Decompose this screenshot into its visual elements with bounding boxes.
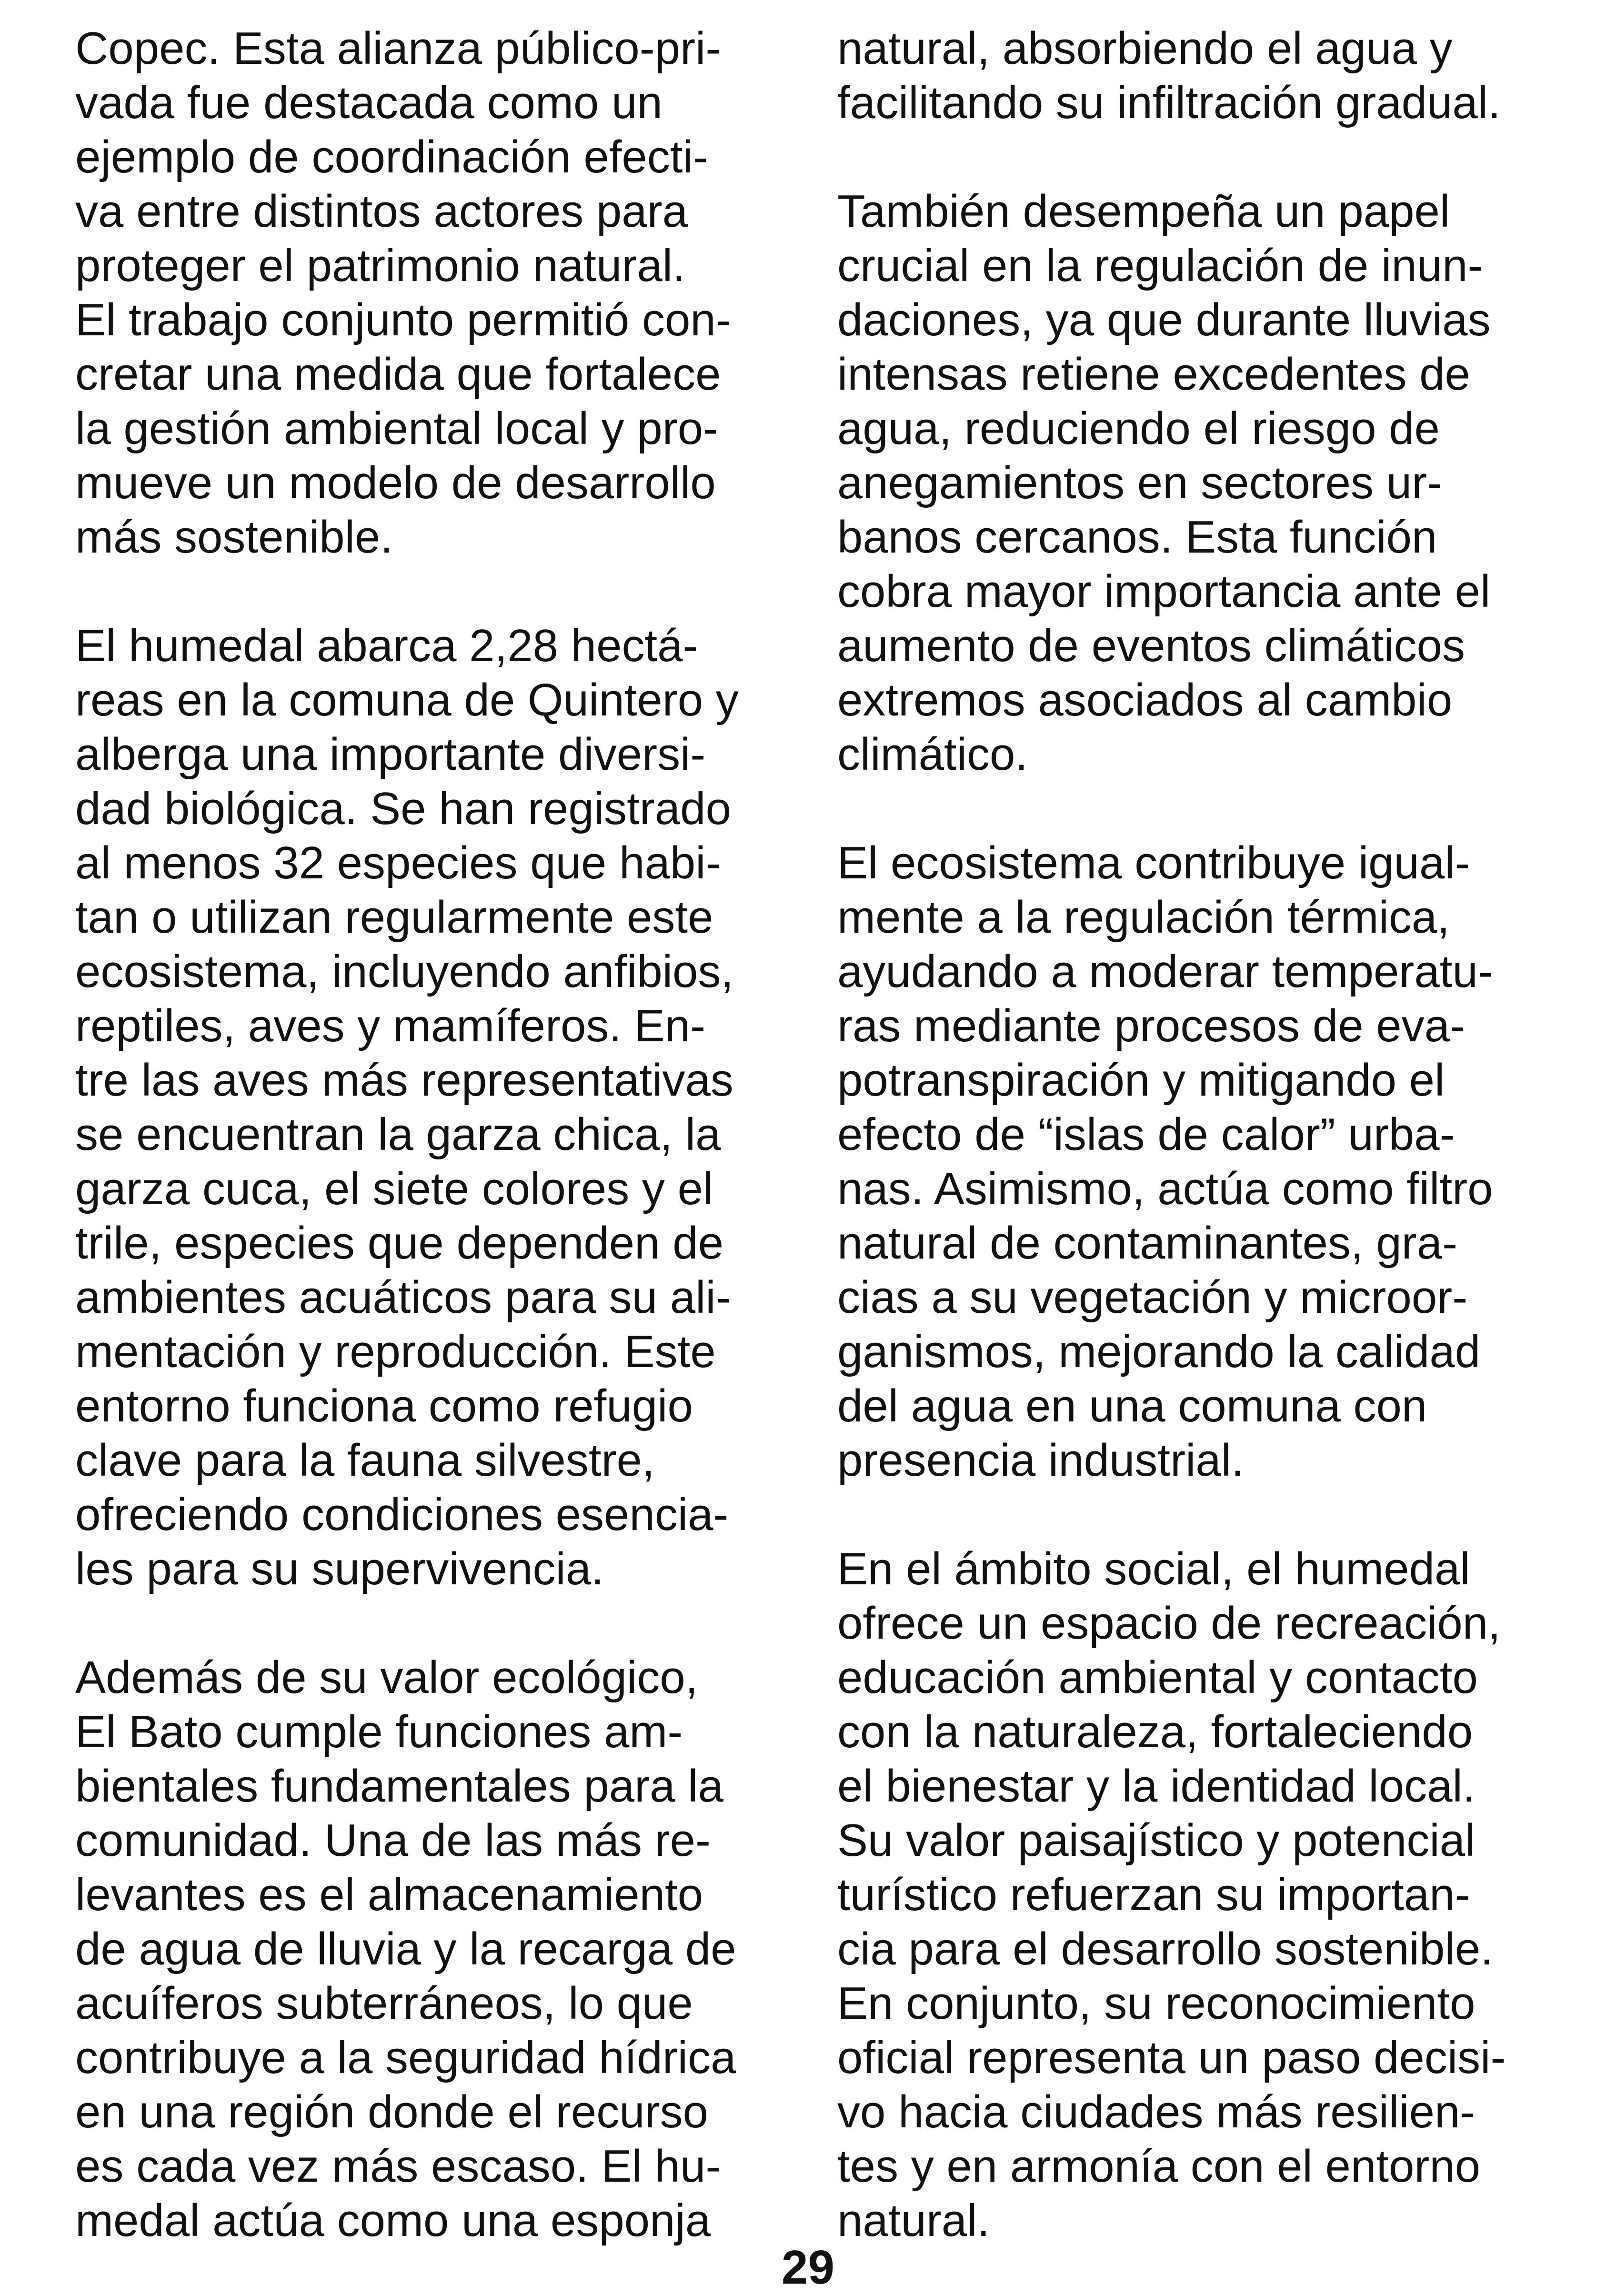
text-line: entorno funciona como refugio [75, 1380, 693, 1431]
text-line: turístico refuerzan su importan- [837, 1869, 1470, 1920]
text-line: potranspiración y mitigando el [837, 1055, 1445, 1106]
text-line: oficial representa un paso decisi- [837, 2032, 1506, 2083]
paragraph [75, 21, 790, 564]
text-line: ambientes acuáticos para su ali- [75, 1272, 731, 1323]
text-line: En el ámbito social, el humedal [837, 1543, 1470, 1594]
text-line: Su valor paisajístico y potencial [837, 1815, 1475, 1866]
paragraph [837, 21, 1552, 130]
text-line: cias a su vegetación y microor- [837, 1272, 1468, 1323]
text-line: cia para el desarrollo sostenible. [837, 1923, 1493, 1974]
text-line: les para su supervivencia. [75, 1543, 604, 1594]
page-number: 29 [781, 2241, 835, 2294]
text-line: alberga una importante diversi- [75, 729, 706, 780]
text-line: natural de contaminantes, gra- [837, 1218, 1458, 1269]
paragraph [75, 619, 790, 1596]
text-line: daciones, ya que durante lluvias [837, 294, 1491, 345]
text-line: anegamientos en sectores ur- [837, 457, 1443, 508]
paragraph-gap [75, 1596, 790, 1651]
text-line: También desempeña un papel [837, 186, 1450, 237]
paragraph-gap [837, 130, 1552, 184]
text-line: comunidad. Una de las más re- [75, 1815, 711, 1866]
text-line: tre las aves más representativas [75, 1055, 733, 1106]
text-line: ejemplo de coordinación efecti- [75, 131, 708, 182]
text-line: nas. Asimismo, actúa como filtro [837, 1163, 1493, 1214]
text-line: El trabajo conjunto permitió con- [75, 294, 731, 345]
text-line: aumento de eventos climáticos [837, 620, 1465, 671]
text-line: El Bato cumple funciones am- [75, 1706, 683, 1757]
text-line: trile, especies que dependen de [75, 1218, 724, 1269]
text-line: climático. [837, 729, 1028, 780]
text-line: mueve un modelo de desarrollo [75, 457, 716, 508]
paragraph [75, 1651, 790, 2248]
text-line: El humedal abarca 2,28 hectá- [75, 620, 698, 671]
text-line: extremos asociados al cambio [837, 675, 1453, 725]
text-line: bientales fundamentales para la [75, 1761, 723, 1812]
text-line: efecto de “islas de calor” urba- [837, 1109, 1455, 1160]
text-line: la gestión ambiental local y pro- [75, 403, 719, 454]
text-line: va entre distintos actores para [75, 186, 688, 237]
text-line: ganismos, mejorando la calidad [837, 1326, 1481, 1377]
text-line: intensas retiene excedentes de [837, 349, 1470, 400]
paragraph [837, 1542, 1552, 2248]
text-line: más sostenible. [75, 512, 393, 563]
text-line: banos cercanos. Esta función [837, 512, 1437, 563]
text-line: natural, absorbiendo el agua y [837, 23, 1453, 74]
text-line: ecosistema, incluyendo anfibios, [75, 946, 734, 997]
text-line: crucial en la regulación de inun- [837, 240, 1483, 291]
text-line: al menos 32 especies que habi- [75, 837, 721, 888]
text-line: ras mediante procesos de eva- [837, 1000, 1465, 1051]
paragraph [837, 836, 1552, 1488]
text-line: presencia industrial. [837, 1435, 1244, 1486]
text-line: del agua en una comuna con [837, 1380, 1427, 1431]
text-line: El ecosistema contribuye igual- [837, 837, 1470, 888]
text-line: En conjunto, su reconocimiento [837, 1978, 1475, 2029]
paragraph-gap [75, 564, 790, 619]
text-line: clave para la fauna silvestre, [75, 1435, 655, 1486]
text-line: cretar una medida que fortalece [75, 349, 721, 400]
text-line: tes y en armonía con el entorno [837, 2141, 1481, 2192]
text-line: reptiles, aves y mamíferos. En- [75, 1000, 706, 1051]
text-line: natural. [837, 2195, 990, 2246]
text-line: de agua de lluvia y la recarga de [75, 1923, 736, 1974]
text-line: cobra mayor importancia ante el [837, 566, 1491, 617]
paragraph [837, 184, 1552, 782]
text-line: acuíferos subterráneos, lo que [75, 1978, 693, 2029]
text-line: ofrece un espacio de recreación, [837, 1598, 1501, 1649]
text-line: es cada vez más escaso. El hu- [75, 2141, 721, 2192]
text-line: mente a la regulación térmica, [837, 892, 1450, 943]
text-line: Además de su valor ecológico, [75, 1652, 698, 1703]
text-line: con la naturaleza, fortaleciendo [837, 1706, 1473, 1757]
text-line: vo hacia ciudades más resilien- [837, 2086, 1475, 2137]
text-line: Copec. Esta alianza público-pri- [75, 23, 721, 74]
paragraph-gap [837, 782, 1552, 836]
right-column [837, 21, 1552, 2248]
text-line: garza cuca, el siete colores y el [75, 1163, 713, 1214]
text-line: dad biológica. Se han registrado [75, 783, 731, 834]
text-line: se encuentran la garza chica, la [75, 1109, 721, 1160]
text-line: vada fue destacada como un [75, 77, 662, 128]
text-line: ofreciendo condiciones esencia- [75, 1489, 729, 1540]
text-line: levantes es el almacenamiento [75, 1869, 703, 1920]
text-line: mentación y reproducción. Este [75, 1326, 716, 1377]
text-line: el bienestar y la identidad local. [837, 1761, 1475, 1812]
left-column [75, 21, 790, 2248]
text-line: tan o utilizan regularmente este [75, 892, 713, 943]
text-line: proteger el patrimonio natural. [75, 240, 685, 291]
text-line: medal actúa como una esponja [75, 2195, 711, 2246]
text-line: contribuye a la seguridad hídrica [75, 2032, 736, 2083]
text-line: en una región donde el recurso [75, 2086, 708, 2137]
text-line: facilitando su infiltración gradual. [837, 77, 1501, 128]
text-line: educación ambiental y contacto [837, 1652, 1478, 1703]
text-line: agua, reduciendo el riesgo de [837, 403, 1440, 454]
text-line: ayudando a moderar temperatu- [837, 946, 1493, 997]
text-line: reas en la comuna de Quintero y [75, 675, 739, 725]
paragraph-gap [837, 1488, 1552, 1542]
